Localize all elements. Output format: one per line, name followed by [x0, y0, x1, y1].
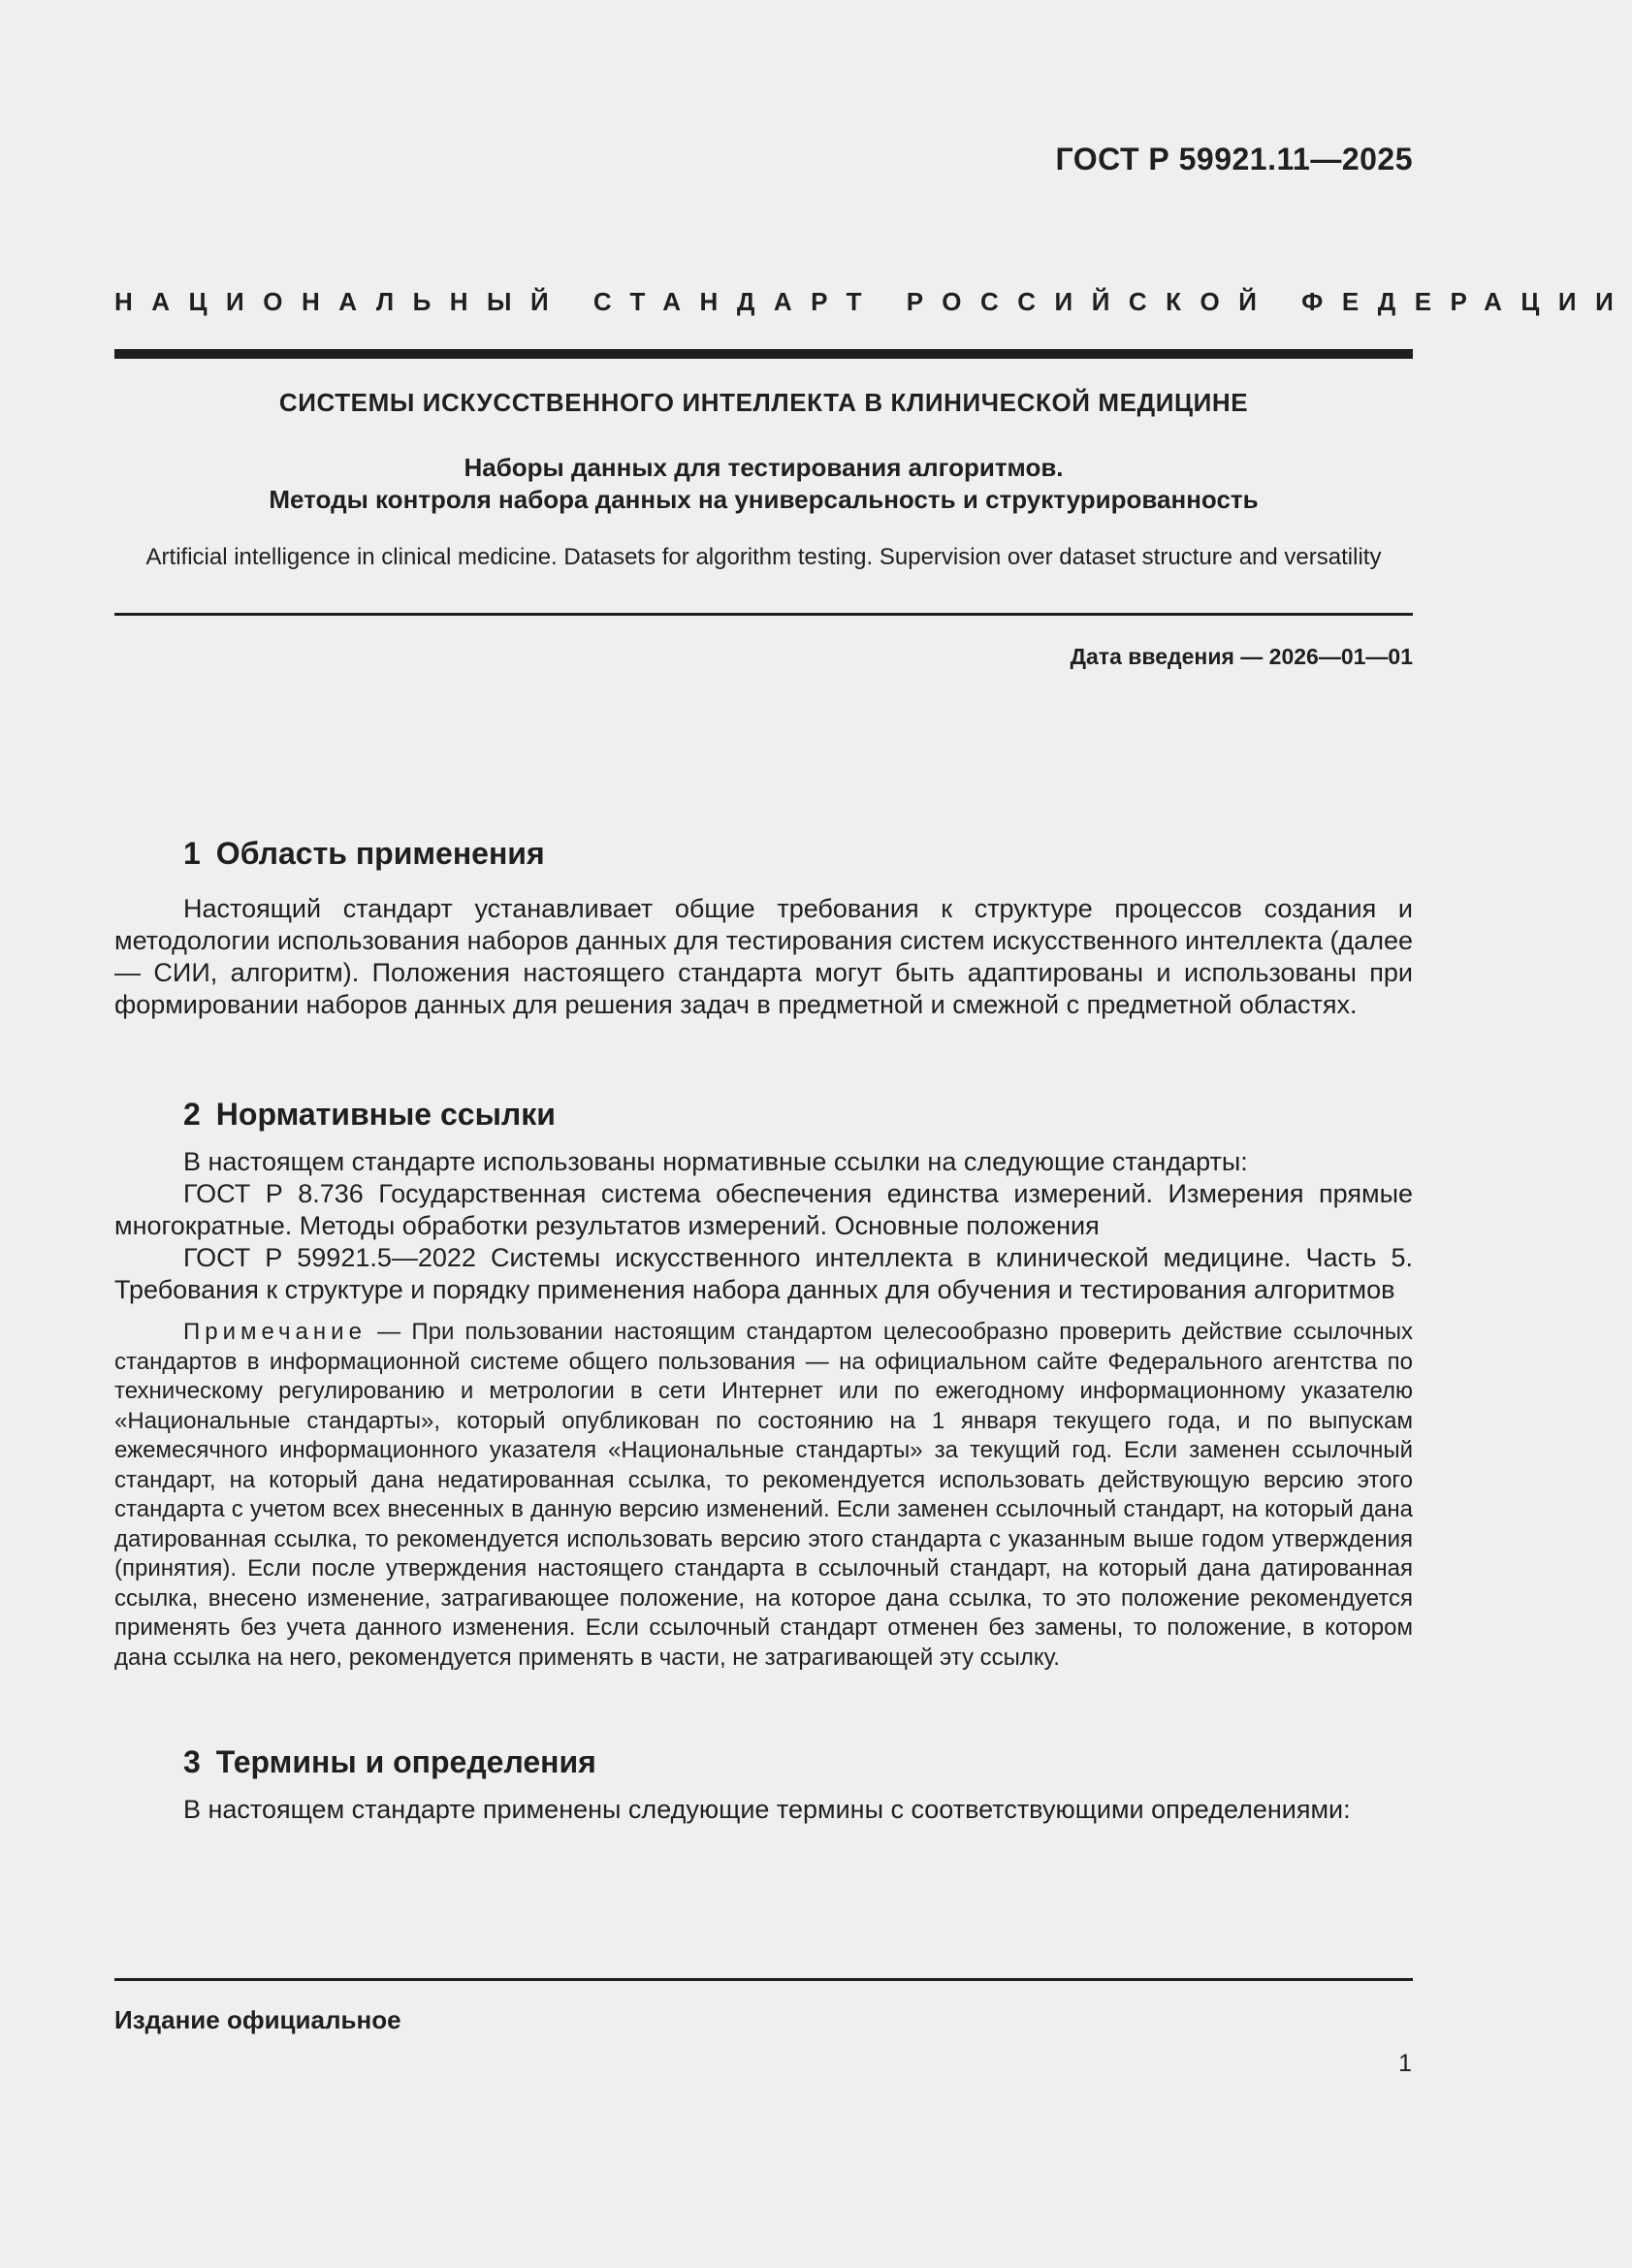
- section-2-heading: [114, 1095, 1413, 1134]
- thin-divider-top: [114, 613, 1413, 616]
- thin-divider-footer: [114, 1978, 1413, 1981]
- document-number: ГОСТ Р 59921.11—2025: [1055, 142, 1413, 176]
- note-text: — При пользовании настоящим стандартом целесообразно проверить действие ссылочных стандартов в информационной системе общего пользования — на официальном сайте Федерального агентства по техническому регулированию и метрологии в сети Интернет или по ежегодному информационному указателю «Национальные стандарты», который опубликован по состоянию на 1 января текущего года, и по выпускам ежемесячного информационного указателя «Национальные стандарты» за текущий год. Если заменен ссылочный стандарт, на который дана недатированная ссылка, то рекомендуется использовать действующую версию этого стандарта с учетом всех внесенных в данную версию изменений. Если заменен ссылочный стандарт, на который дана датированная ссылка, то рекомендуется использовать версию этого стандарта с указанным выше годом утверждения (принятия). Если после утверждения настоящего стандарта в ссылочный стандарт, на который дана датированная ссылка, внесено изменение, затрагивающее положение, на которое дана ссылка, то это положение рекомендуется применять без учета данного изменения. Если ссылочный стандарт отменен без замены, то положение, в котором дана ссылка на него, рекомендуется применять в части, не затрагивающей эту ссылку.: [114, 1319, 1413, 1671]
- section-2-number: 2: [183, 1097, 201, 1132]
- national-standard-title: НАЦИОНАЛЬНЫЙ СТАНДАРТ РОССИЙСКОЙ ФЕДЕРАЦИИ: [114, 287, 1632, 316]
- official-edition-label: Издание официальное: [114, 2005, 401, 2034]
- english-title: Artificial intelligence in clinical medicine. Datasets for algorithm testing. Supervision over dataset structure and versatility: [145, 544, 1382, 570]
- note-label: Примечание: [183, 1319, 367, 1345]
- section-2-note: [114, 1318, 1413, 1673]
- section-1-number: 1: [183, 836, 201, 871]
- section-1-heading: [114, 834, 1413, 873]
- section-3-paragraph: В настоящем стандарте применены следующие термины с соответствующими определениями:: [183, 1795, 1351, 1824]
- section-3-heading: [114, 1742, 1413, 1781]
- section-3-number: 3: [183, 1744, 201, 1779]
- page-number: 1: [1398, 2050, 1412, 2077]
- section-2-reference-2: ГОСТ Р 59921.5—2022 Системы искусственного интеллекта в клинической медицине. Часть 5. Требования к структуре и порядку применения набора данных для обучения и тестирования алгоритмов: [114, 1243, 1413, 1304]
- thick-divider: [114, 349, 1413, 359]
- subtitle-line-2: Методы контроля набора данных на универсальность и структурированность: [269, 485, 1259, 514]
- document-main-title: СИСТЕМЫ ИСКУССТВЕННОГО ИНТЕЛЛЕКТА В КЛИНИЧЕСКОЙ МЕДИЦИНЕ: [278, 388, 1249, 417]
- document-subtitle: [114, 452, 1413, 516]
- section-1: [114, 834, 1413, 1021]
- introduction-date: Дата введения — 2026—01—01: [1070, 644, 1413, 669]
- section-3: [114, 1742, 1413, 1826]
- section-2-paragraph-intro: В настоящем стандарте использованы нормативные ссылки на следующие стандарты:: [183, 1147, 1248, 1176]
- section-2: [114, 1095, 1413, 1673]
- section-2-reference-1: ГОСТ Р 8.736 Государственная система обеспечения единства измерений. Измерения прямые многократные. Методы обработки результатов измерений. Основные положения: [114, 1179, 1413, 1240]
- section-1-paragraph: Настоящий стандарт устанавливает общие требования к структуре процессов создания и методологии использования наборов данных для тестирования систем искусственного интеллекта (далее — СИИ, алгоритм). Положения настоящего стандарта могут быть адаптированы и использованы при формировании наборов данных для решения задач в предметной и смежной с предметной областях.: [114, 894, 1413, 1019]
- subtitle-line-1: Наборы данных для тестирования алгоритмов.: [464, 453, 1064, 482]
- section-3-title: Термины и определения: [215, 1744, 596, 1779]
- section-1-title: Область применения: [215, 836, 545, 871]
- section-2-title: Нормативные ссылки: [215, 1097, 556, 1132]
